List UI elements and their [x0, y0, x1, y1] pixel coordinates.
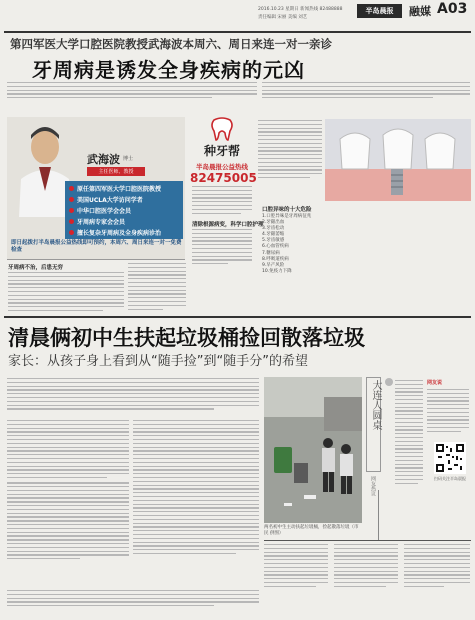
credential-panel — [65, 181, 183, 239]
article1-col1-bottom — [8, 272, 124, 314]
tooth-icon — [209, 117, 235, 141]
qr-code[interactable] — [434, 442, 466, 474]
article2-col1-tail — [7, 590, 259, 609]
qr-caption: 扫码关注半岛晨报 — [434, 476, 466, 481]
article1-col2-bottom — [128, 263, 186, 312]
article1-lead — [7, 82, 257, 101]
danger-list — [262, 214, 470, 275]
danger-item: 10.免疫力下降 — [262, 268, 292, 274]
credential-item: 中华口腔医学会会员 — [69, 206, 179, 215]
doctor-name: 武海波 — [87, 153, 120, 166]
credential-item: 美国UCLA大学访问学者 — [69, 195, 179, 204]
side-comments-b — [427, 389, 469, 435]
credential-item: 牙周病专家会会员 — [69, 217, 179, 226]
doctor-title: 博士 — [123, 156, 134, 162]
quote-label: 网友说 — [427, 380, 443, 386]
paper-name: 半岛晨报 — [365, 7, 394, 15]
paper-logo — [357, 4, 402, 18]
avatar — [385, 378, 393, 386]
article1-headline: 牙周病是诱发全身疾病的元凶 — [32, 58, 305, 82]
date-line: 2016.10.23 星期日 新闻热线 82488888 — [258, 7, 343, 12]
danger-item: 7.糖尿病 — [262, 250, 280, 256]
subhead-2: 清除根源病变，科学口腔护理 — [192, 222, 264, 228]
column-divider — [378, 490, 379, 540]
article2-lead — [7, 378, 259, 412]
article2-bottom-c — [404, 544, 470, 590]
side-title: 大连人圆桌 — [370, 380, 381, 430]
side-title-box — [366, 377, 381, 472]
campaign-title: 种牙帮 — [203, 144, 240, 158]
doctor-profile-box — [7, 117, 185, 260]
article1-col2b — [192, 229, 252, 267]
side-tag: 网友热议 — [370, 476, 376, 496]
credential-item: 擅长复杂牙周病及全身疾病诊治 — [69, 228, 179, 237]
side-comments-a — [395, 380, 423, 486]
subhead-1: 牙周病不治，后患无穷 — [8, 265, 64, 271]
masthead-rule — [4, 31, 471, 33]
danger-item: 1.口腔异味是牙周病征兆 — [262, 214, 312, 219]
photo-caption: 两名初中生主动扶起垃圾桶，捡起散落垃圾（市民 供图） — [264, 525, 359, 536]
hotline-label: 半岛晨报公益热线 — [196, 163, 248, 171]
credential-item: 原任第四军医大学口腔医院教授 — [69, 184, 179, 193]
article2-col2 — [133, 420, 259, 557]
doctor-role-badge — [87, 167, 145, 176]
danger-item: 6.心血管疾病 — [262, 244, 289, 250]
article1-col2 — [192, 186, 252, 216]
article1-col3 — [258, 120, 322, 181]
campaign-badge — [190, 117, 257, 185]
bottom-divider — [264, 540, 471, 541]
section-divider — [4, 316, 471, 318]
article2-bottom-a — [264, 544, 328, 590]
hotline-number: 82475005 — [190, 171, 257, 185]
danger-item: 5.牙齿敏感 — [262, 238, 285, 244]
danger-item: 8.呼吸道疾病 — [262, 256, 289, 262]
article2-bottom-b — [334, 544, 398, 590]
article2-headline: 清晨俩初中生扶起垃圾桶捡回散落垃圾 — [8, 326, 365, 350]
news-photo — [264, 377, 362, 523]
editor-line: 责任编辑 宋丽 美编 刘艺 — [258, 15, 308, 20]
article2-subheadline: 家长：从孩子身上看到从“随手捡”到“随手分”的希望 — [8, 354, 308, 369]
promo-text: 即日起拨打半岛晨报公益热线即可预约，本周六、周日来连一对一免费检查 — [11, 240, 182, 253]
article1-lead-right — [262, 82, 470, 101]
doctor-role: 主任医师、教授 — [98, 169, 134, 175]
danger-item: 3.牙齿松动 — [262, 226, 285, 232]
section-name: 融媒 — [409, 5, 431, 18]
article2-col1 — [7, 420, 129, 562]
danger-item: 4.牙龈萎缩 — [262, 232, 285, 238]
article1-kicker: 第四军医大学口腔医院教授武海波本周六、周日来连一对一亲诊 — [10, 37, 332, 51]
subhead-3: 口腔异味的十大危险 — [262, 207, 312, 213]
masthead — [0, 0, 475, 30]
page-number: A03 — [437, 1, 468, 17]
danger-item: 2.牙龈出血 — [262, 220, 285, 226]
danger-item: 9.早产风险 — [262, 262, 285, 268]
dental-implant-illustration — [325, 119, 471, 201]
